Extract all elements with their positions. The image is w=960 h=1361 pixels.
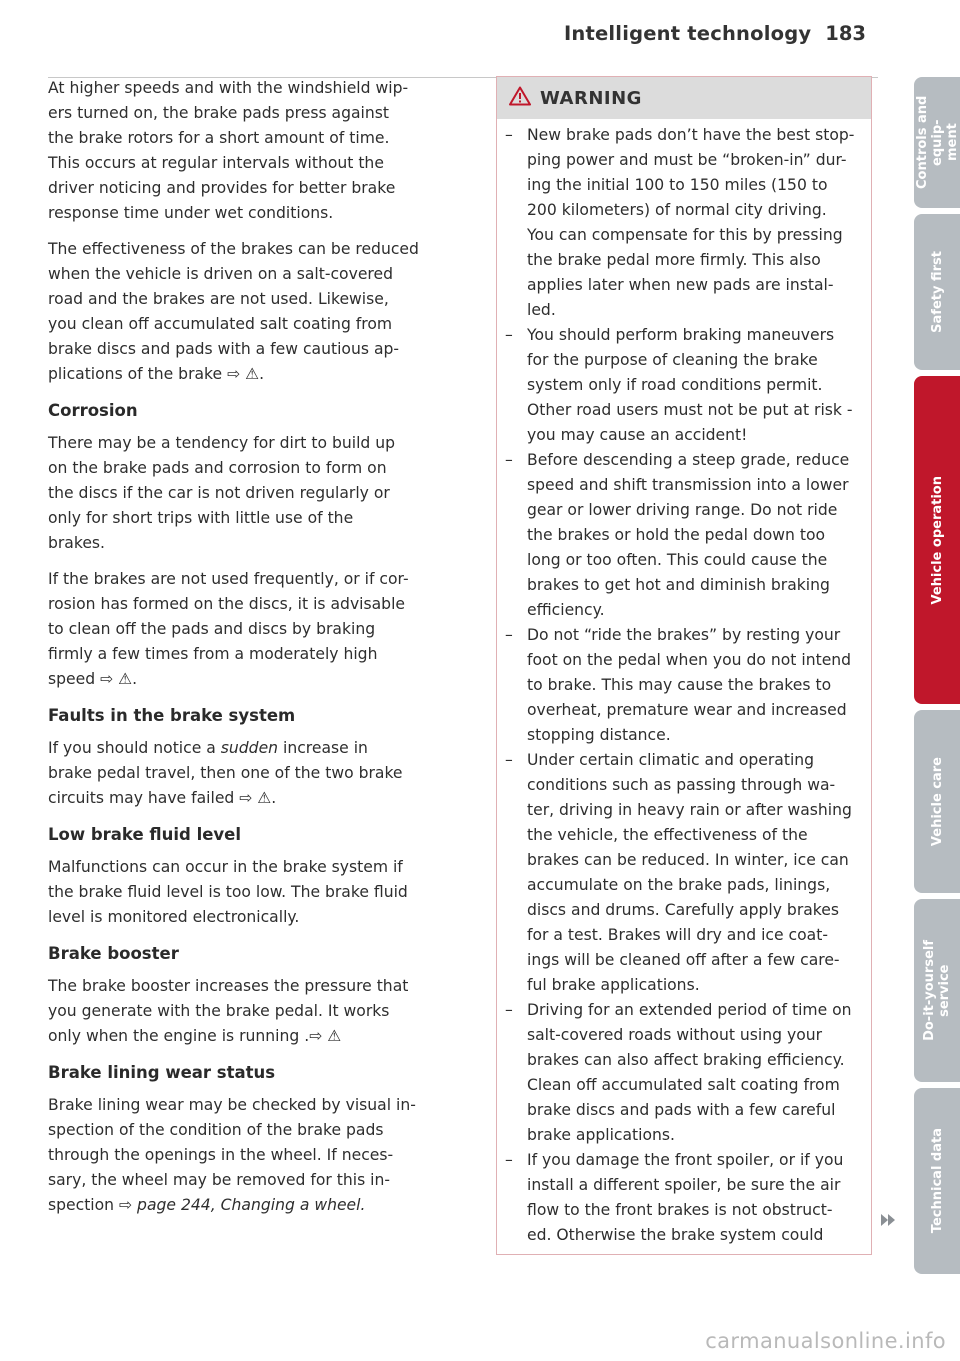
faults-text-b: increase in brake pedal travel, then one of the two brake circuits may have failed ⇨ ⚠.	[48, 739, 403, 807]
page-reference-link[interactable]: ⇨ page 244, Changing a wheel.	[119, 1196, 366, 1214]
page-number: 183	[825, 22, 866, 45]
faults-text-a: If you should notice a	[48, 739, 221, 757]
warning-item: – Under certain climatic and operating conditions such as passing through wa- ter, driving in heavy rain or after washing the vehicle, the effectiveness of the brakes can be reduced. In winter, ice can accumulate on the brake pads, linings, discs and drums. Carefully apply brakes for a test. Brakes will dry and ice coat- ings will be cleaned off after a few care- ful brake applications.	[505, 751, 852, 994]
paragraph-wipers: At higher speeds and with the windshield wip- ers turned on, the brake pads press against the brake rotors for a short amount of time. This occurs at regular intervals without the driver noticing and provides for better brake response time under wet conditions.	[48, 79, 409, 222]
warning-item: – Do not “ride the brakes” by resting your foot on the pedal when you do not intend to brake. This may cause the brakes to overheat, premature wear and increased stopping distance.	[505, 626, 852, 744]
tab-safety-first[interactable]: Safety first	[914, 214, 960, 370]
page-header	[564, 22, 866, 45]
tab-vehicle-care[interactable]: Vehicle care	[914, 710, 960, 893]
warning-item: – New brake pads don’t have the best stop- ping power and must be “broken-in” dur- ing the initial 100 to 150 miles (150 to 200 kilometers) of normal city driving. You can compensate for this by pressing the brake pedal more firmly. This also applies later when new pads are instal- led.	[505, 126, 855, 319]
header-title: Intelligent technology	[563, 22, 812, 45]
paragraph-fluid-level: Malfunctions can occur in the brake system if the brake fluid level is too low. The brake fluid level is monitored electronically.	[48, 858, 408, 926]
paragraph-faults	[48, 736, 466, 811]
tab-do-it-yourself-service[interactable]: Do-it-yourself service	[914, 899, 960, 1082]
faults-emphasis: sudden	[220, 739, 279, 757]
tab-technical-data[interactable]: Technical data	[914, 1088, 960, 1274]
heading-brake-booster: Brake booster	[48, 944, 179, 963]
warning-header	[497, 77, 871, 119]
warning-list	[497, 119, 871, 1248]
heading-lining-wear: Brake lining wear status	[48, 1063, 276, 1082]
left-column	[48, 76, 466, 1229]
paragraph-lining-wear	[48, 1093, 466, 1218]
tab-vehicle-operation[interactable]: Vehicle operation	[914, 376, 960, 704]
heading-corrosion: Corrosion	[48, 401, 138, 420]
paragraph-corrosion: There may be a tendency for dirt to build up on the brake pads and corrosion to form on the discs if the car is not driven regularly or only for short trips with little use of the brakes.	[48, 434, 396, 552]
continue-arrow-icon	[880, 1212, 896, 1231]
paragraph-clean-discs: If the brakes are not used frequently, or if cor- rosion has formed on the discs, it is advisable to clean off the pads and discs by braking firmly a few times from a moderately high speed ⇨ ⚠.	[48, 570, 409, 688]
warning-box	[496, 76, 872, 1255]
lining-text: Brake lining wear may be checked by visual in- spection of the condition of the brake pads through the openings in the wheel. If neces- sary, the wheel may be removed for this in- spection	[48, 1096, 416, 1214]
paragraph-salt: The effectiveness of the brakes can be reduced when the vehicle is driven on a salt-covered road and the brakes are not used. Likewise, you clean off accumulated salt coating from brake discs and pads with a few cautious ap- plications of the brake ⇨ ⚠.	[48, 240, 419, 383]
paragraph-brake-booster: The brake booster increases the pressure that you generate with the brake pedal. It works only when the engine is running .⇨ ⚠	[48, 977, 409, 1045]
watermark: carmanualsonline.info	[705, 1329, 946, 1353]
heading-faults: Faults in the brake system	[48, 706, 296, 725]
heading-fluid-level: Low brake fluid level	[48, 825, 242, 844]
warning-triangle-icon	[509, 86, 531, 110]
warning-item: – Before descending a steep grade, reduce speed and shift transmission into a lower gear or lower driving range. Do not ride the brakes or hold the pedal down too long or too often. This could cause the brakes to get hot and diminish braking efficiency.	[505, 451, 850, 619]
warning-item: – Driving for an extended period of time on salt-covered roads without using your brakes can also affect braking efficiency. Clean off accumulated salt coating from brake discs and pads with a few careful brake applications.	[505, 1001, 852, 1144]
warning-item: – If you damage the front spoiler, or if you install a different spoiler, be sure the air flow to the front brakes is not obstruct- ed. Otherwise the brake system could	[505, 1151, 844, 1244]
tab-controls-and-equipment[interactable]: Controls and equip- ment	[914, 77, 960, 208]
warning-item: – You should perform braking maneuvers for the purpose of cleaning the brake system only if road conditions permit. Other road users must not be put at risk - you may cause an accident!	[505, 326, 853, 444]
warning-title: WARNING	[540, 87, 642, 109]
